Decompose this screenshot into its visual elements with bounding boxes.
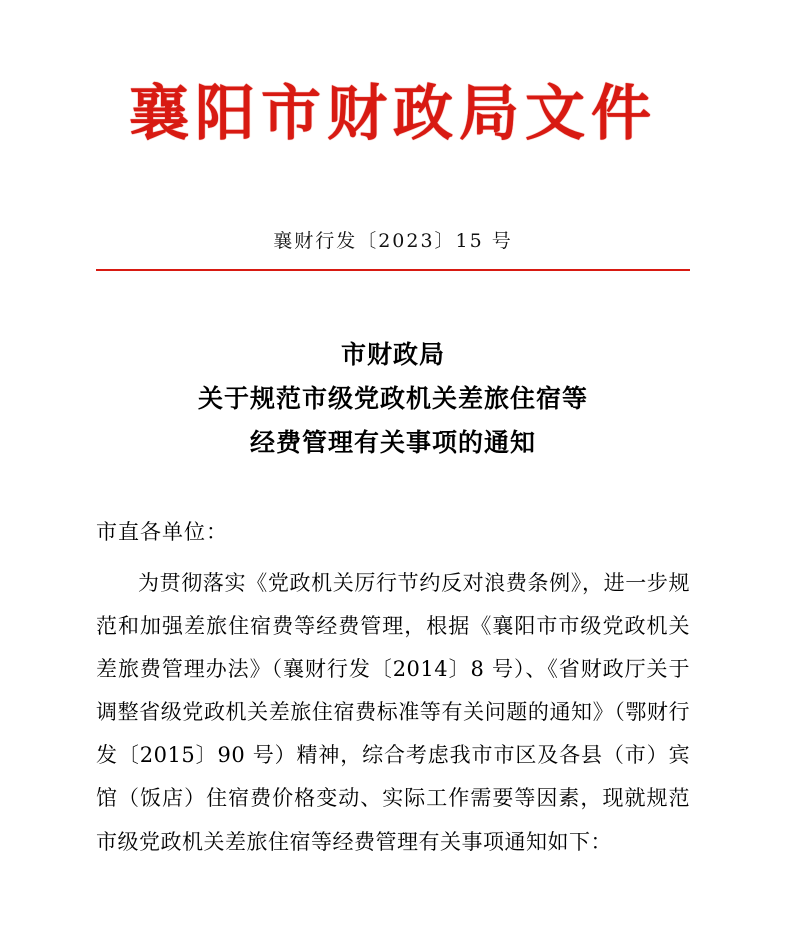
document-masthead-title: 襄阳市财政局文件 <box>129 79 657 149</box>
heading-line-3: 经费管理有关事项的通知 <box>249 427 536 457</box>
red-divider-rule <box>96 269 690 271</box>
salutation: 市直各单位： <box>96 520 228 545</box>
heading-line-1: 市财政局 <box>340 340 445 369</box>
heading-line-2: 关于规范市级党政机关差旅住宿等 <box>197 383 588 413</box>
document-heading <box>96 333 690 464</box>
body-paragraph-1: 为贯彻落实《党政机关厉行节约反对浪费条例》，进一步规范和加强差旅住宿费等经费管理，根据《襄阳市市级党政机关差旅费管理办法》（襄财行发〔2014〕8 号）、《省财政厅关于调整省级党政机关差旅住宿费标准等有关问题的通知》（鄂财行发〔2015〕90 号）精神，综合考虑我市市区及各县（市）宾馆（饭店）住宿费价格变动、实际工作需要等因素，现就规范市级党政机关差旅住宿等经费管理有关事项通知如下： <box>96 571 690 854</box>
document-body <box>96 562 690 863</box>
document-number: 襄财行发〔2023〕15 号 <box>273 230 513 252</box>
document-page <box>0 78 786 940</box>
